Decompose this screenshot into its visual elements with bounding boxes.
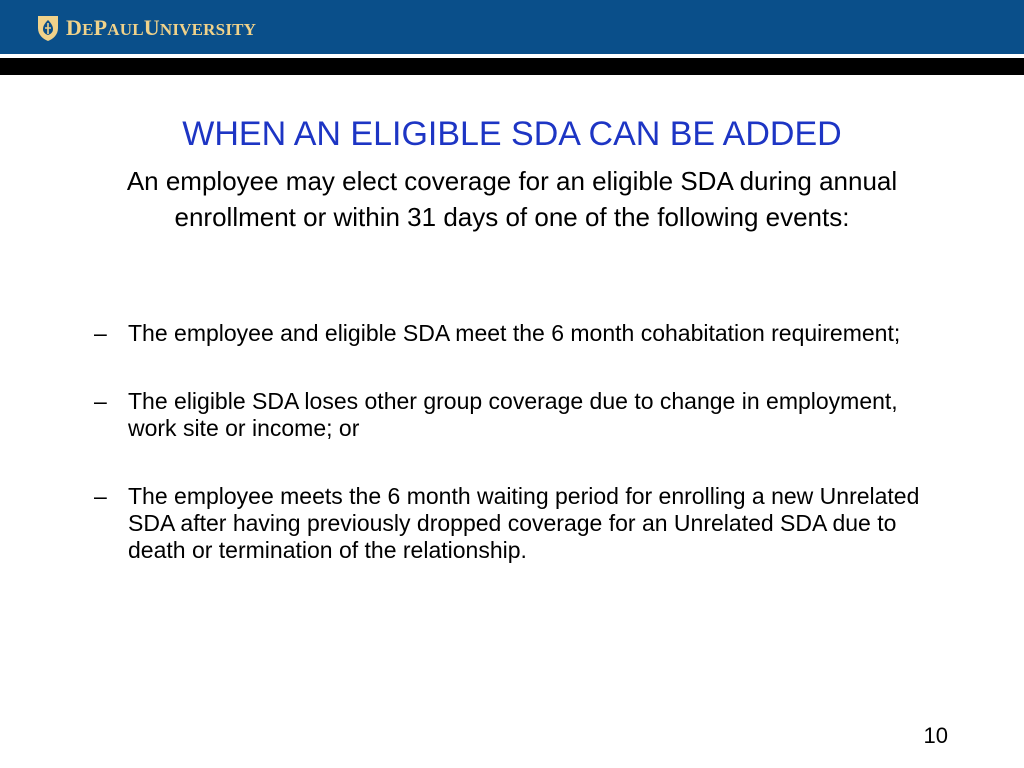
dash-marker: – [94, 388, 107, 414]
header-divider-dark [0, 58, 1024, 75]
slide-subtitle: An employee may elect coverage for an eligible SDA during annual enrollment or within 31 days of one of the following events: [126, 166, 898, 232]
list-item [90, 320, 940, 347]
page-number: 10 [923, 723, 948, 748]
list-item-text: The employee and eligible SDA meet the 6 month cohabitation requirement; [128, 320, 901, 346]
depaul-logo [36, 13, 256, 43]
dash-marker: – [94, 320, 107, 346]
university-wordmark: DEPAULUNIVERSITY [66, 15, 257, 40]
slide-title: WHEN AN ELIGIBLE SDA CAN BE ADDED [182, 115, 842, 153]
list-item [90, 483, 940, 564]
event-list [90, 320, 940, 605]
list-item [90, 388, 940, 442]
list-item-text: The eligible SDA loses other group coverage due to change in employment, work site or income; or [128, 388, 898, 441]
dash-marker: – [94, 483, 107, 509]
university-seal-icon [36, 14, 60, 42]
list-item-text: The employee meets the 6 month waiting period for enrolling a new Unrelated SDA after having previously dropped coverage for an Unrelated SDA due to death or termination of the relationship. [128, 483, 920, 563]
